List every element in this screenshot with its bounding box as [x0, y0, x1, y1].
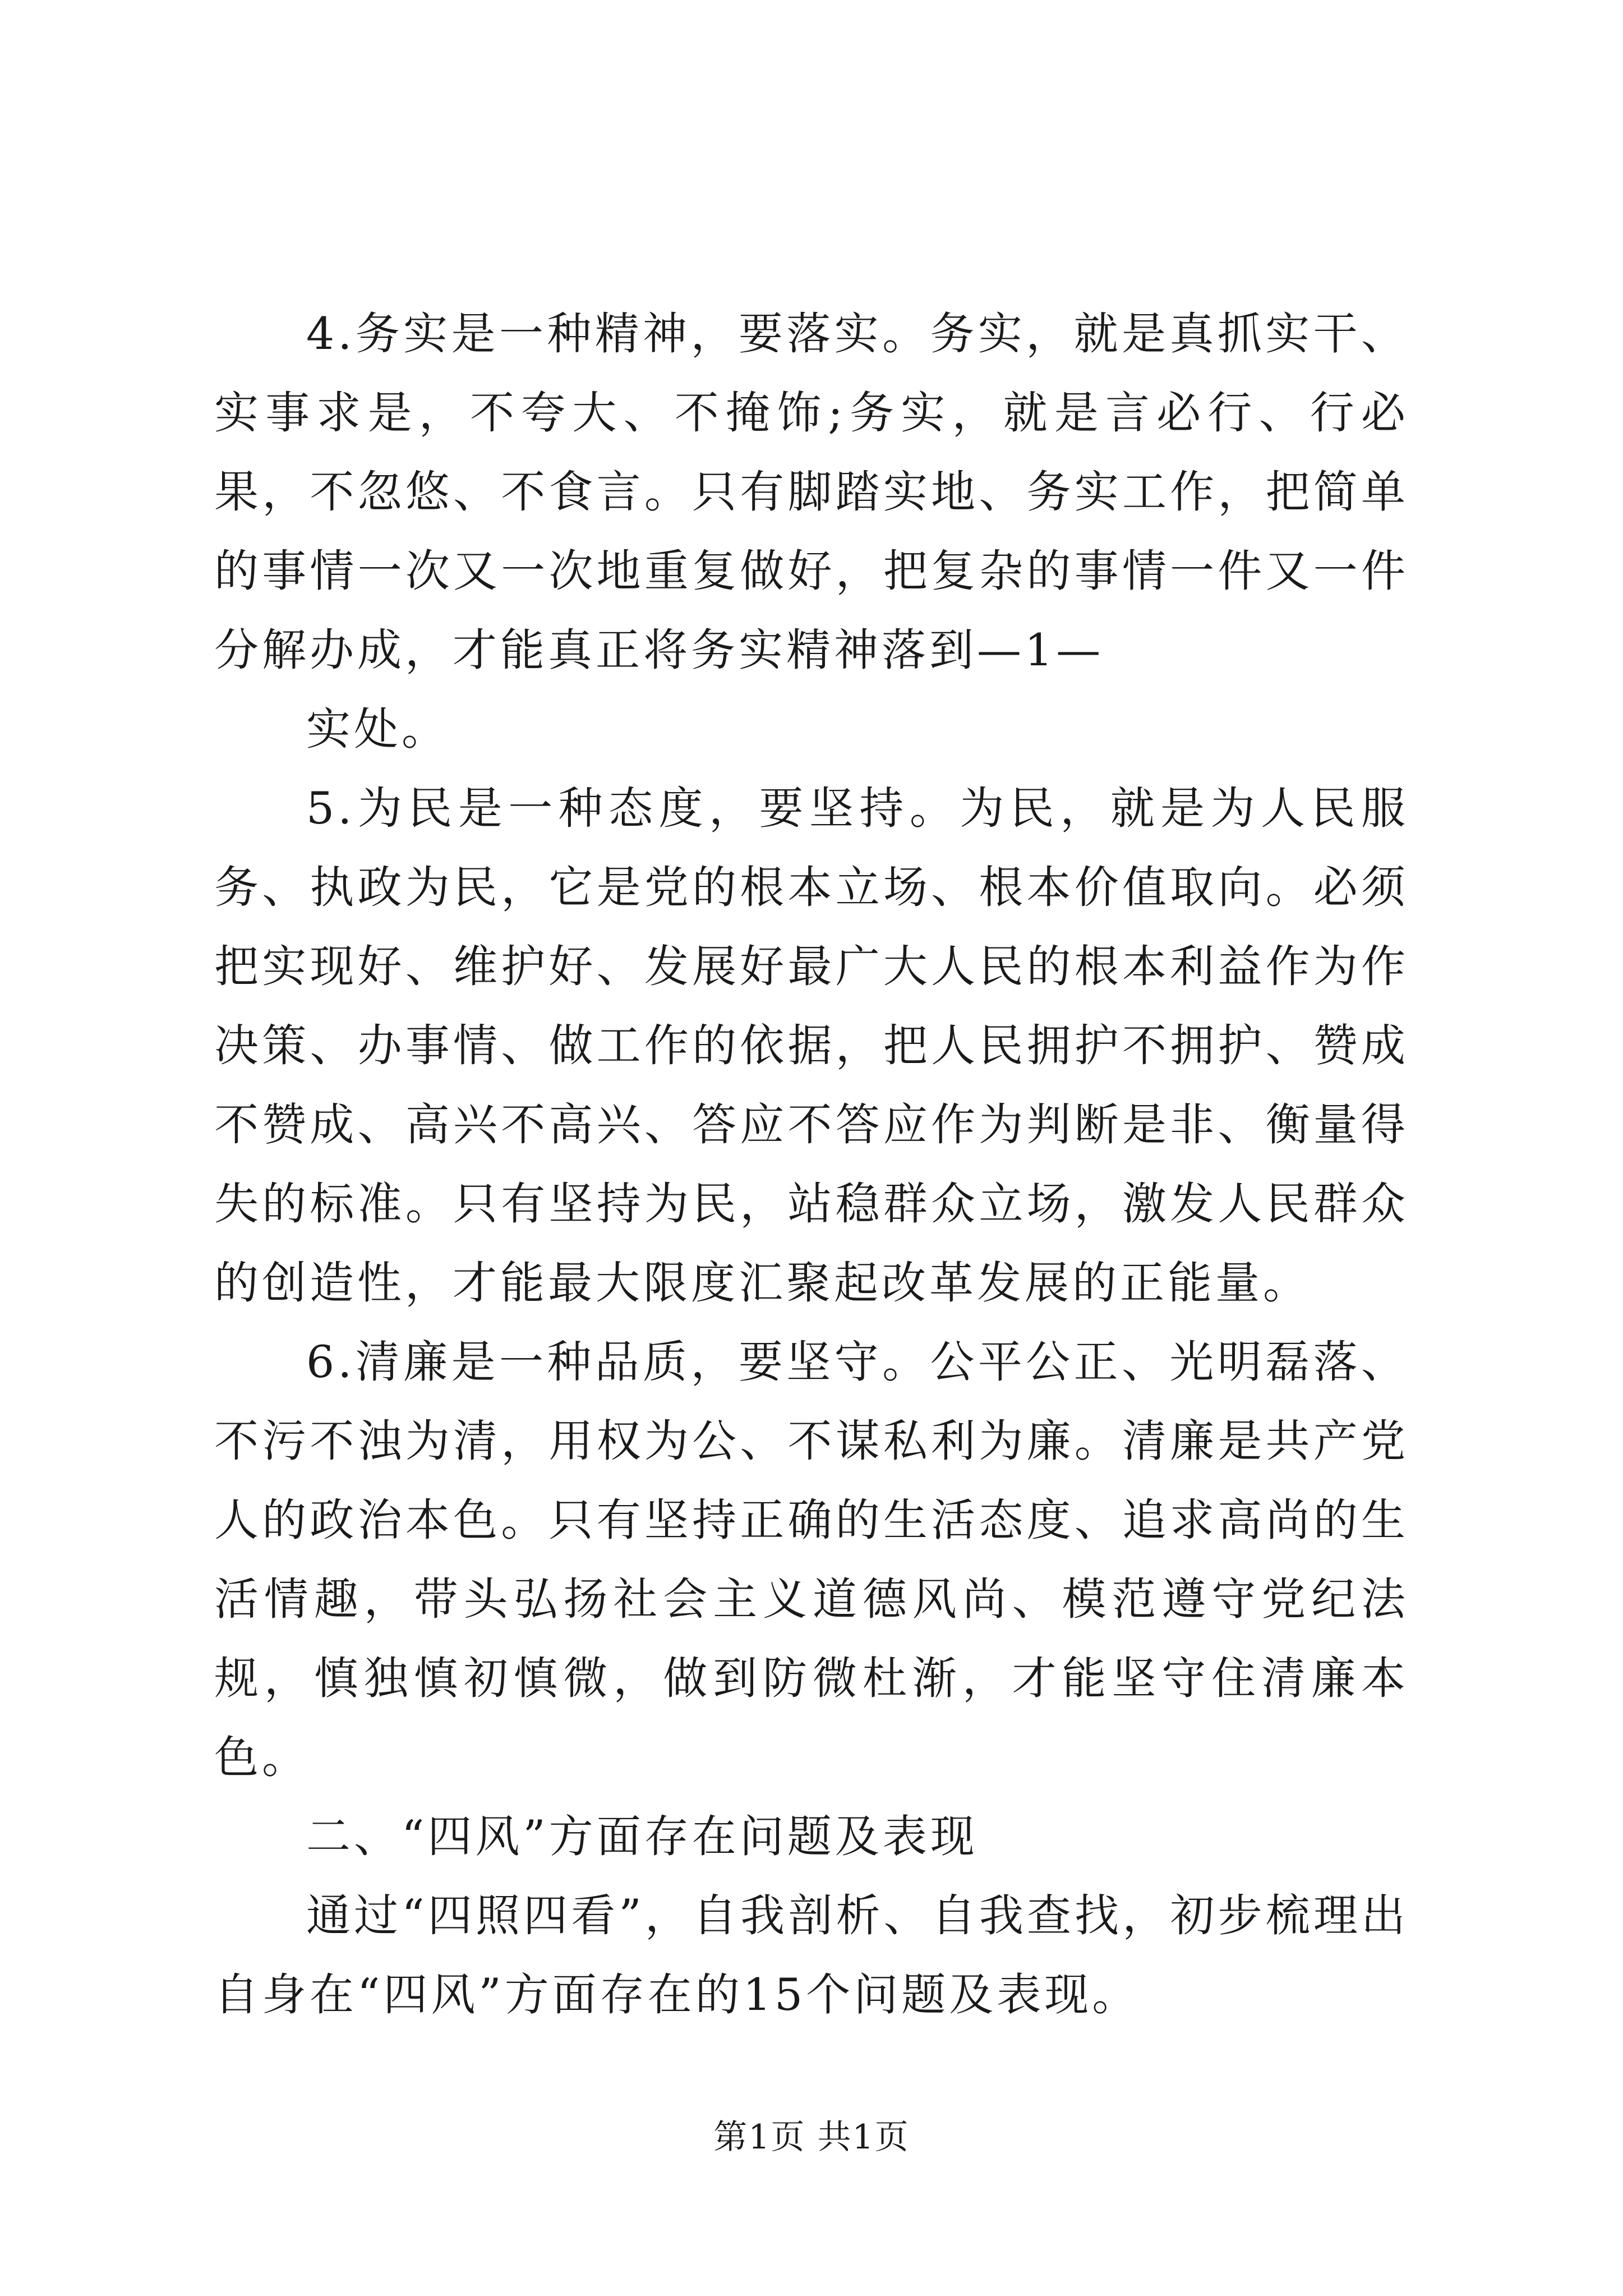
- paragraph-problems-summary: 通过“四照四看”，自我剖析、自我查找，初步梳理出自身在“四风”方面存在的15个问题及表现。: [214, 1890, 1409, 2021]
- page-footer: 第1页 共1页: [713, 2118, 910, 2157]
- paragraph-integrity: 6.清廉是一种品质，要坚守。公平公正、光明磊落、不污不浊为清，用权为公、不谋私利为廉。清廉是共产党人的政治本色。只有坚持正确的生活态度、追求高尚的生活情趣，带头弘扬社会主义道德风尚、模范遵守党纪法规，慎独慎初慎微，做到防微杜渐，才能坚守住清廉本色。: [214, 1336, 1409, 1783]
- paragraph-pragmatism: 4.务实是一种精神，要落实。务实，就是真抓实干、实事求是，不夸大、不掩饰;务实，就是言必行、行必果，不忽悠、不食言。只有脚踏实地、务实工作，把简单的事情一次又一次地重复做好，把复杂的事情一件又一件分解办成，才能真正将务实精神落到—1—: [214, 308, 1409, 676]
- paragraph-serving-people: 5.为民是一种态度，要坚持。为民，就是为人民服务、执政为民，它是党的根本立场、根本价值取向。必须把实现好、维护好、发展好最广大人民的根本利益作为作决策、办事情、做工作的依据，把人民拥护不拥护、赞成不赞成、高兴不高兴、答应不答应作为判断是非、衡量得失的标准。只有坚持为民，站稳群众立场，激发人民群众的创造性，才能最大限度汇聚起改革发展的正能量。: [214, 783, 1409, 1309]
- section-heading: 二、“四风”方面存在问题及表现: [306, 1811, 978, 1862]
- document-body: [214, 295, 1409, 2035]
- paragraph-continuation: 实处。: [306, 703, 449, 755]
